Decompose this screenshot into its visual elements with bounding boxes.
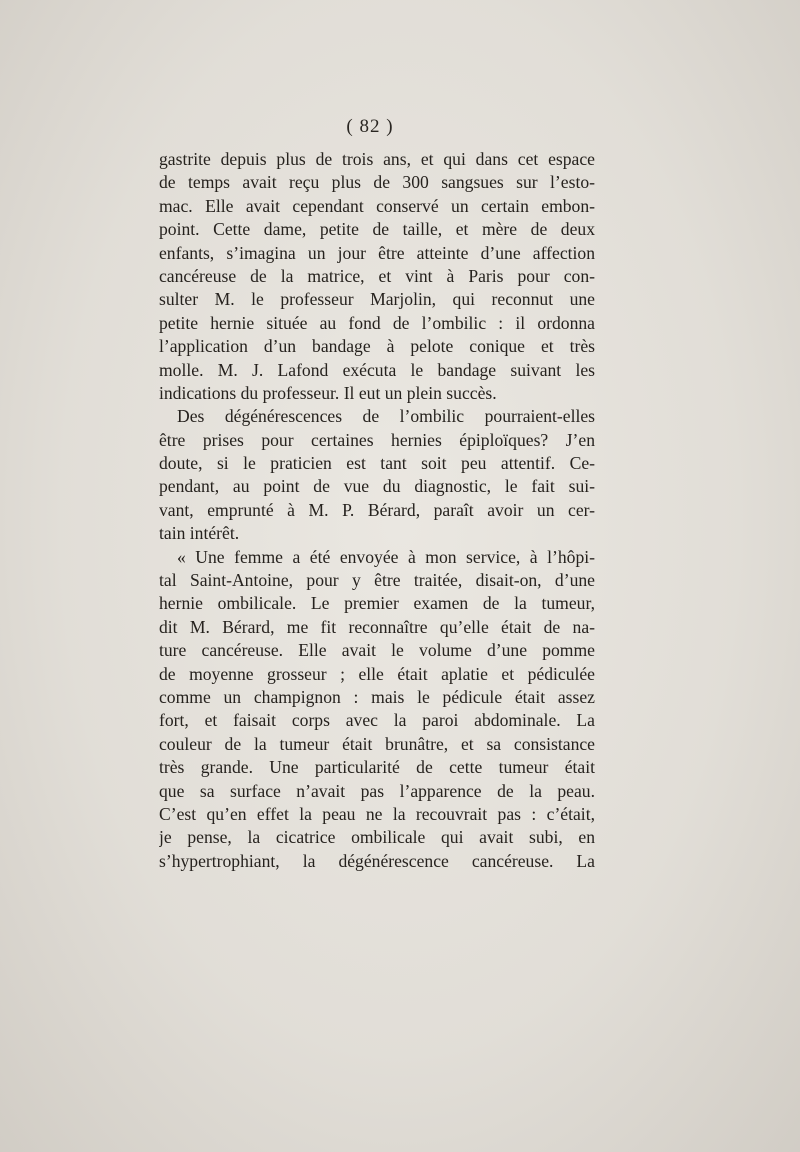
text-line: tal Saint-Antoine, pour y être traitée, disait-on, d’une bbox=[159, 570, 595, 591]
text-line: vant, emprunté à M. P. Bérard, paraît avoir un cer- bbox=[159, 499, 595, 520]
text-line: couleur de la tumeur était brunâtre, et sa consistance bbox=[159, 733, 595, 754]
text-line: pendant, au point de vue du diagnostic, le fait sui- bbox=[159, 476, 595, 497]
text-line: de temps avait reçu plus de 300 sangsues sur l’esto- bbox=[159, 172, 595, 193]
text-line: fort, et faisait corps avec la paroi abdominale. La bbox=[159, 710, 595, 731]
text-line: tain intérêt. bbox=[159, 523, 240, 544]
text-line: s’hypertrophiant, la dégénérescence cancéreuse. La bbox=[159, 850, 595, 871]
text-line: C’est qu’en effet la peau ne la recouvrait pas : c’était, bbox=[159, 803, 595, 824]
body-text bbox=[159, 148, 595, 873]
text-line: petite hernie située au fond de l’ombilic : il ordonna bbox=[159, 312, 595, 333]
text-line: point. Cette dame, petite de taille, et mère de deux bbox=[159, 219, 595, 240]
text-line: l’application d’un bandage à pelote conique et très bbox=[159, 336, 595, 357]
text-line: enfants, s’imagina un jour être atteinte d’une affection bbox=[159, 242, 595, 263]
text-line: ture cancéreuse. Elle avait le volume d’une pomme bbox=[159, 640, 595, 661]
text-line: je pense, la cicatrice ombilicale qui avait subi, en bbox=[159, 827, 595, 848]
text-line: cancéreuse de la matrice, et vint à Paris pour con- bbox=[159, 265, 595, 286]
text-line: que sa surface n’avait pas l’apparence de la peau. bbox=[159, 780, 595, 801]
text-line: doute, si le praticien est tant soit peu attentif. Ce- bbox=[159, 453, 595, 474]
page-number: ( 82 ) bbox=[346, 116, 394, 137]
text-line: gastrite depuis plus de trois ans, et qui dans cet espace bbox=[159, 149, 595, 169]
text-line: comme un champignon : mais le pédicule était assez bbox=[159, 686, 595, 707]
text-line: très grande. Une particularité de cette tumeur était bbox=[159, 757, 595, 778]
text-line: sulter M. le professeur Marjolin, qui reconnut une bbox=[159, 289, 595, 310]
text-line: de moyenne grosseur ; elle était aplatie et pédiculée bbox=[159, 663, 595, 684]
text-line: dit M. Bérard, me fit reconnaître qu’elle était de na- bbox=[159, 616, 595, 637]
text-line: hernie ombilicale. Le premier examen de la tumeur, bbox=[159, 593, 595, 614]
text-line: indications du professeur. Il eut un plein succès. bbox=[159, 382, 497, 403]
text-line: être prises pour certaines hernies épiploïques? J’en bbox=[159, 429, 595, 450]
text-line: molle. M. J. Lafond exécuta le bandage suivant les bbox=[159, 359, 595, 380]
text-line: « Une femme a été envoyée à mon service, à l’hôpi- bbox=[177, 546, 595, 567]
text-line: Des dégénérescences de l’ombilic pourraient-elles bbox=[177, 406, 595, 427]
text-line: mac. Elle avait cependant conservé un certain embon- bbox=[159, 195, 595, 216]
